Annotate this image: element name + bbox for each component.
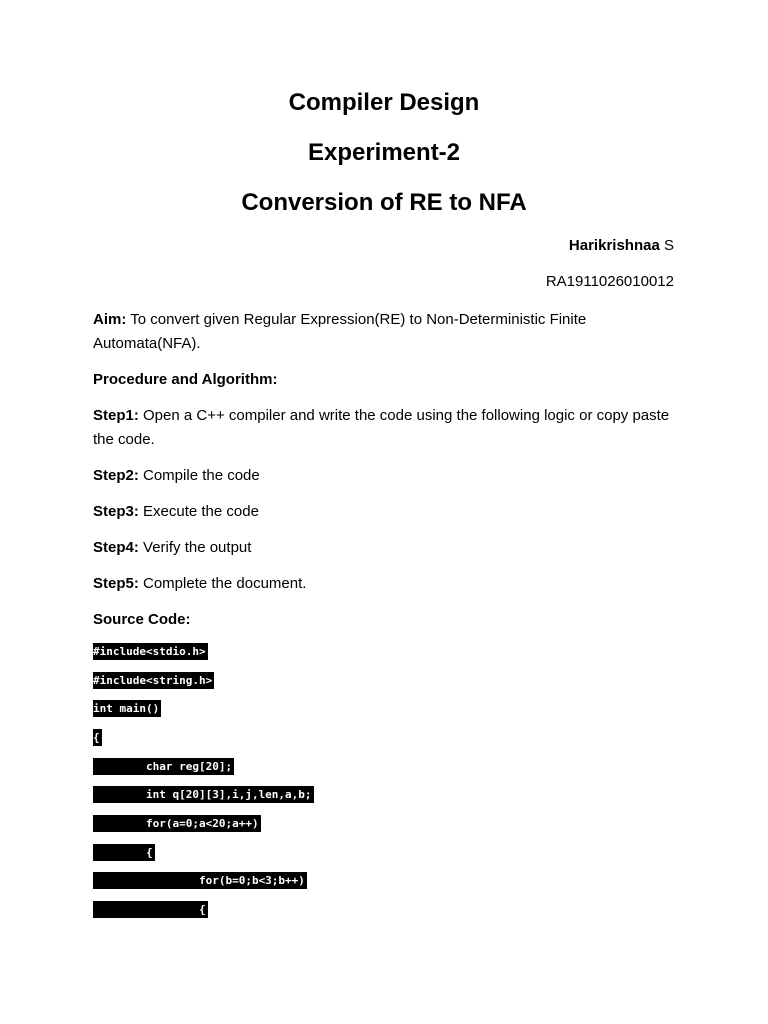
code-line: #include<stdio.h> — [93, 645, 206, 658]
code-line: #include<string.h> — [93, 674, 213, 687]
step-3 — [93, 500, 678, 524]
aim-paragraph — [93, 308, 678, 356]
step-4 — [93, 536, 678, 560]
code-line: { — [93, 846, 153, 859]
course-title: Compiler Design — [288, 89, 480, 116]
step-1-label: Step1: — [93, 407, 139, 424]
step-5-label: Step5: — [93, 575, 139, 592]
step-1-text: Open a C++ compiler and write the code using the following logic or copy paste the code. — [93, 407, 670, 448]
step-2 — [93, 464, 678, 488]
code-line: char reg[20]; — [93, 760, 233, 773]
topic-title: Conversion of RE to NFA — [241, 189, 527, 216]
aim-text: To convert given Regular Expression(RE) to Non-Deterministic Finite Automata(NFA). — [93, 311, 587, 352]
source-code-heading: Source Code: — [93, 611, 191, 628]
step-4-label: Step4: — [93, 539, 139, 556]
code-line: { — [93, 903, 206, 916]
code-line: for(b=0;b<3;b++) — [93, 874, 305, 887]
step-4-text: Verify the output — [138, 539, 252, 556]
code-line: int q[20][3],i,j,len,a,b; — [93, 788, 312, 801]
aim-label: Aim: — [93, 311, 127, 328]
author-name-text: Harikrishnaa — [568, 237, 660, 254]
experiment-title: Experiment-2 — [307, 139, 461, 166]
step-3-label: Step3: — [93, 503, 139, 520]
author-name — [569, 236, 674, 256]
step-2-label: Step2: — [93, 467, 139, 484]
author-initial: S — [663, 237, 674, 254]
step-2-text: Compile the code — [138, 467, 260, 484]
step-5 — [93, 572, 678, 596]
code-line: for(a=0;a<20;a++) — [93, 817, 259, 830]
code-line: int main() — [93, 702, 160, 715]
step-3-text: Execute the code — [138, 503, 259, 520]
procedure-heading: Procedure and Algorithm: — [93, 371, 278, 388]
register-number: RA1911026010012 — [545, 273, 674, 290]
code-line: { — [93, 731, 100, 744]
step-1 — [93, 404, 678, 452]
step-5-text: Complete the document. — [138, 575, 307, 592]
